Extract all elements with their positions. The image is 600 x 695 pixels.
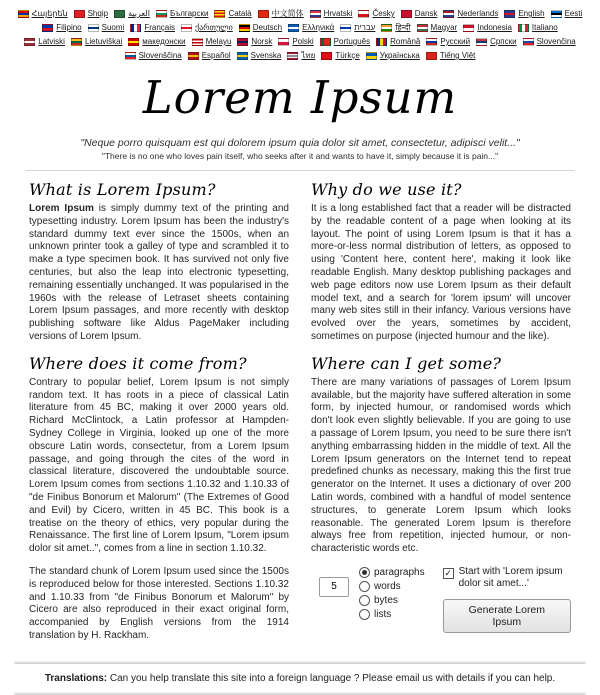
language-label: Česky xyxy=(372,9,395,18)
motto-english: "There is no one who loves pain itself, who seeks after it and wants to have it, simply because it is pain..." xyxy=(101,151,499,161)
flag-icon xyxy=(237,38,248,46)
checkbox-label: Start with 'Lorem ipsum dolor sit amet...' xyxy=(458,565,563,589)
generate-button[interactable]: Generate Lorem Ipsum xyxy=(443,599,571,633)
radio-label: lists xyxy=(374,608,392,620)
language-label: Italiano xyxy=(531,23,558,32)
flag-icon xyxy=(71,38,82,46)
language-link[interactable] xyxy=(214,7,251,21)
translations-text[interactable]: Can you help translate this site into a foreign language ? Please email us with details if you can help. xyxy=(107,672,556,684)
language-link[interactable] xyxy=(358,7,394,21)
language-label: 中文简体 xyxy=(271,9,304,18)
language-link[interactable] xyxy=(443,7,498,21)
language-link[interactable] xyxy=(287,49,315,63)
radio-icon[interactable] xyxy=(359,609,370,620)
flag-icon xyxy=(192,38,203,46)
language-link[interactable] xyxy=(366,49,420,63)
what-is-text: is simply dummy text of the printing and typesetting industry. Lorem Ipsum has been the industry's standard dummy text ever since the 1500s, when an unknown printer took a galley of type and scrambled it to make a type specimen book. It has survived not only five centuries, but also the leap into electronic typesetting, remaining essentially unchanged. It was popularised in the 1960s with the release of Letraset sheets containing Lorem Ipsum passages, and more recently with desktop publishing software like Aldus PageMaker including versions of Lorem Ipsum. xyxy=(29,203,289,342)
radio-icon[interactable] xyxy=(359,581,370,592)
language-label: Ελληνικά xyxy=(302,23,335,32)
language-label: Français xyxy=(144,23,175,32)
radio-option-words[interactable] xyxy=(359,580,425,593)
language-label: Türkçe xyxy=(335,51,360,60)
flag-icon xyxy=(340,24,351,32)
flag-icon xyxy=(88,24,99,32)
language-label: Dansk xyxy=(414,9,438,18)
flag-icon xyxy=(320,38,331,46)
content-columns xyxy=(0,171,600,653)
language-link[interactable] xyxy=(381,21,410,35)
flag-icon xyxy=(287,52,298,60)
language-link[interactable] xyxy=(188,49,231,63)
flag-icon xyxy=(401,10,412,18)
flag-icon xyxy=(376,38,387,46)
radio-label: words xyxy=(374,580,401,592)
language-link[interactable] xyxy=(114,7,150,21)
language-label: Español xyxy=(201,51,231,60)
language-link[interactable] xyxy=(125,49,182,63)
language-link[interactable] xyxy=(128,35,185,49)
footer-divider-top xyxy=(14,661,586,664)
language-label: Hrvatski xyxy=(323,9,353,18)
flag-icon xyxy=(125,52,136,60)
flag-icon xyxy=(366,52,377,60)
language-label: Română xyxy=(390,37,421,46)
section-body-what-is xyxy=(29,203,289,344)
language-link[interactable] xyxy=(24,35,65,49)
language-label: Português xyxy=(333,37,371,46)
language-label: Українська xyxy=(379,51,420,60)
flag-icon xyxy=(463,24,474,32)
language-label: Norsk xyxy=(251,37,273,46)
language-row xyxy=(0,49,600,63)
language-label: Հայերեն xyxy=(31,9,68,18)
language-link[interactable] xyxy=(417,21,458,35)
language-link[interactable] xyxy=(551,7,583,21)
language-label: Eesti xyxy=(564,9,583,18)
translations-label: Translations: xyxy=(44,672,108,684)
flag-icon xyxy=(443,10,454,18)
language-link[interactable] xyxy=(42,21,81,35)
flag-icon xyxy=(24,38,35,46)
radio-label: paragraphs xyxy=(374,566,425,578)
section-body-origin-1: Contrary to popular belief, Lorem Ipsum is not simply random text. It has roots in a piece of classical Latin literature from 45 BC, making it over 2000 years old. Richard McClintock, a Latin professor at Hampden-Sydney College in Virginia, looked up one of the more obscure Latin words, consectetur, from a Lorem Ipsum passage, and going through the cites of the word in classical literature, discovered the undoubtable source. Lorem Ipsum comes from sections 1.10.32 and 1.10.33 of "de Finibus Bonorum et Malorum" (The Extremes of Good and Evil) by Cicero, written in 45 BC. This book is a treatise on the theory of ethics, very popular during the Renaissance. The first line of Lorem Ipsum, "Lorem ipsum dolor sit amet..", comes from a line in section 1.10.32. xyxy=(29,376,289,555)
language-label: Lietuviškai xyxy=(84,37,123,46)
language-link[interactable] xyxy=(278,35,313,49)
language-link[interactable] xyxy=(181,21,233,35)
flag-icon xyxy=(476,38,487,46)
flag-icon xyxy=(381,24,392,32)
left-column xyxy=(29,173,289,653)
flag-icon xyxy=(551,10,562,18)
radio-icon[interactable] xyxy=(359,567,370,578)
flag-icon xyxy=(288,24,299,32)
language-link[interactable] xyxy=(376,35,420,49)
flag-icon xyxy=(417,24,428,32)
language-label: Melayu xyxy=(205,37,232,46)
language-link[interactable] xyxy=(71,35,122,49)
language-link[interactable] xyxy=(476,35,517,49)
language-link[interactable] xyxy=(518,21,558,35)
generator-form xyxy=(311,566,571,633)
language-label: Shqip xyxy=(87,9,109,18)
language-label: Suomi xyxy=(101,23,125,32)
language-label: ქართული xyxy=(195,23,233,32)
language-link[interactable] xyxy=(310,7,353,21)
lead-bold-text: Lorem Ipsum xyxy=(29,203,94,214)
radio-group xyxy=(359,566,425,621)
flag-icon xyxy=(130,24,141,32)
flag-icon xyxy=(426,38,437,46)
count-input[interactable] xyxy=(319,577,349,597)
language-link[interactable] xyxy=(320,35,370,49)
generator-right xyxy=(443,566,571,633)
language-label: Српски xyxy=(490,37,517,46)
flag-icon xyxy=(114,10,125,18)
language-link[interactable] xyxy=(239,21,282,35)
language-link[interactable] xyxy=(504,7,544,21)
flag-icon xyxy=(426,52,437,60)
language-label: English xyxy=(518,9,545,18)
language-link[interactable] xyxy=(426,49,476,63)
section-body-why: It is a long established fact that a reader will be distracted by the readable content of a page when looking at its layout. The point of using Lorem Ipsum is that it has a more-or-less normal distribution of letters, as opposed to using 'Content here, content here', making it look like readable English. Many desktop publishing packages and web page editors now use Lorem Ipsum as their default model text, and a search for 'lorem ipsum' will uncover many web sites still in their infancy. Various versions have evolved over the years, sometimes by accident, sometimes on purpose (injected humour and the like). xyxy=(311,203,571,342)
flag-icon xyxy=(310,10,321,18)
radio-option-bytes[interactable] xyxy=(359,594,425,607)
section-heading-origin: Where does it come from? xyxy=(29,353,247,373)
language-label: Slovenčina xyxy=(536,37,576,46)
flag-icon xyxy=(358,10,369,18)
language-label: Magyar xyxy=(430,23,458,32)
language-label: Filipino xyxy=(56,23,82,32)
language-link[interactable] xyxy=(288,21,334,35)
start-with-option[interactable] xyxy=(443,566,571,590)
flag-icon xyxy=(42,24,53,32)
section-body-origin-2: The standard chunk of Lorem Ipsum used since the 1500s is reproduced below for those interested. Sections 1.10.32 and 1.10.33 from "de Finibus Bonorum et Malorum" by Cicero are also reproduced in their exact original form, accompanied by English versions from the 1914 translation by H. Rackham. xyxy=(29,565,289,641)
language-link[interactable] xyxy=(321,49,359,63)
language-label: Русский xyxy=(440,37,471,46)
language-link[interactable] xyxy=(237,49,282,63)
flag-icon xyxy=(128,38,139,46)
translations-note xyxy=(0,673,600,684)
language-label: Tiếng Việt xyxy=(439,51,476,60)
language-label: Català xyxy=(228,9,252,18)
language-row xyxy=(0,35,600,49)
flag-icon xyxy=(239,24,250,32)
flag-icon xyxy=(181,24,192,32)
language-link[interactable] xyxy=(258,7,304,21)
language-label: македонски xyxy=(142,37,186,46)
right-column xyxy=(311,173,571,653)
language-label: हिन्दी xyxy=(395,23,411,32)
flag-icon xyxy=(504,10,515,18)
section-body-get-some: There are many variations of passages of Lorem Ipsum available, but the majority have suffered alteration in some form, by injected humour, or randomised words which don't look even slightly believable. If you are going to use a passage of Lorem Ipsum, you need to be sure there isn't anything embarrassing hidden in the middle of text. All the Lorem Ipsum generators on the Internet tend to repeat predefined chunks as necessary, making this the first true generator on the Internet. It uses a dictionary of over 200 Latin words, combined with a handful of model sentence structures, to generate Lorem Ipsum which looks reasonable. The generated Lorem Ipsum is therefore always free from repetition, injected humour, or non-characteristic words etc. xyxy=(311,376,571,555)
language-link[interactable] xyxy=(523,35,576,49)
language-link[interactable] xyxy=(156,7,209,21)
language-label: Deutsch xyxy=(252,23,283,32)
checkbox-icon[interactable]: ✓ xyxy=(444,567,452,578)
language-label: العربية xyxy=(128,9,150,18)
flag-icon xyxy=(156,10,167,18)
language-label: Polski xyxy=(292,37,314,46)
flag-icon xyxy=(258,10,269,18)
language-link[interactable] xyxy=(18,7,68,21)
flag-icon xyxy=(188,52,199,60)
language-row xyxy=(0,21,600,35)
language-link[interactable] xyxy=(463,21,512,35)
language-label: Nederlands xyxy=(457,9,499,18)
language-link[interactable] xyxy=(74,7,108,21)
section-heading-why: Why do we use it? xyxy=(311,180,462,199)
flag-icon xyxy=(523,38,534,46)
radio-label: bytes xyxy=(374,594,398,606)
language-link[interactable] xyxy=(237,35,272,49)
flag-icon xyxy=(214,10,225,18)
language-label: Slovenščina xyxy=(138,51,182,60)
flag-icon xyxy=(18,10,29,18)
language-label: Svenska xyxy=(250,51,282,60)
language-row xyxy=(0,7,600,21)
motto-latin: "Neque porro quisquam est qui dolorem ipsum quia dolor sit amet, consectetur, adipisci velit..." xyxy=(80,137,520,149)
language-link[interactable] xyxy=(340,21,375,35)
footer-divider-bottom xyxy=(14,692,586,695)
section-heading-get-some: Where can I get some? xyxy=(311,353,502,373)
site-motto xyxy=(0,137,600,161)
page-title: Lorem Ipsum xyxy=(142,71,458,124)
flag-icon xyxy=(278,38,289,46)
language-bar xyxy=(0,0,600,63)
flag-icon xyxy=(237,52,248,60)
language-link[interactable] xyxy=(401,7,438,21)
radio-option-lists[interactable] xyxy=(359,608,425,621)
language-label: ไทย xyxy=(301,51,316,60)
language-link[interactable] xyxy=(88,21,125,35)
radio-option-paragraphs[interactable] xyxy=(359,566,425,579)
language-label: Български xyxy=(169,9,209,18)
radio-icon[interactable] xyxy=(359,595,370,606)
language-link[interactable] xyxy=(130,21,175,35)
section-heading-what-is: What is Lorem Ipsum? xyxy=(29,180,216,199)
language-link[interactable] xyxy=(426,35,470,49)
flag-icon xyxy=(321,52,332,60)
flag-icon xyxy=(518,24,529,32)
language-label: עברית xyxy=(354,23,376,32)
language-label: Indonesia xyxy=(477,23,512,32)
language-label: Latviski xyxy=(38,37,65,46)
flag-icon xyxy=(74,10,85,18)
language-link[interactable] xyxy=(192,35,232,49)
